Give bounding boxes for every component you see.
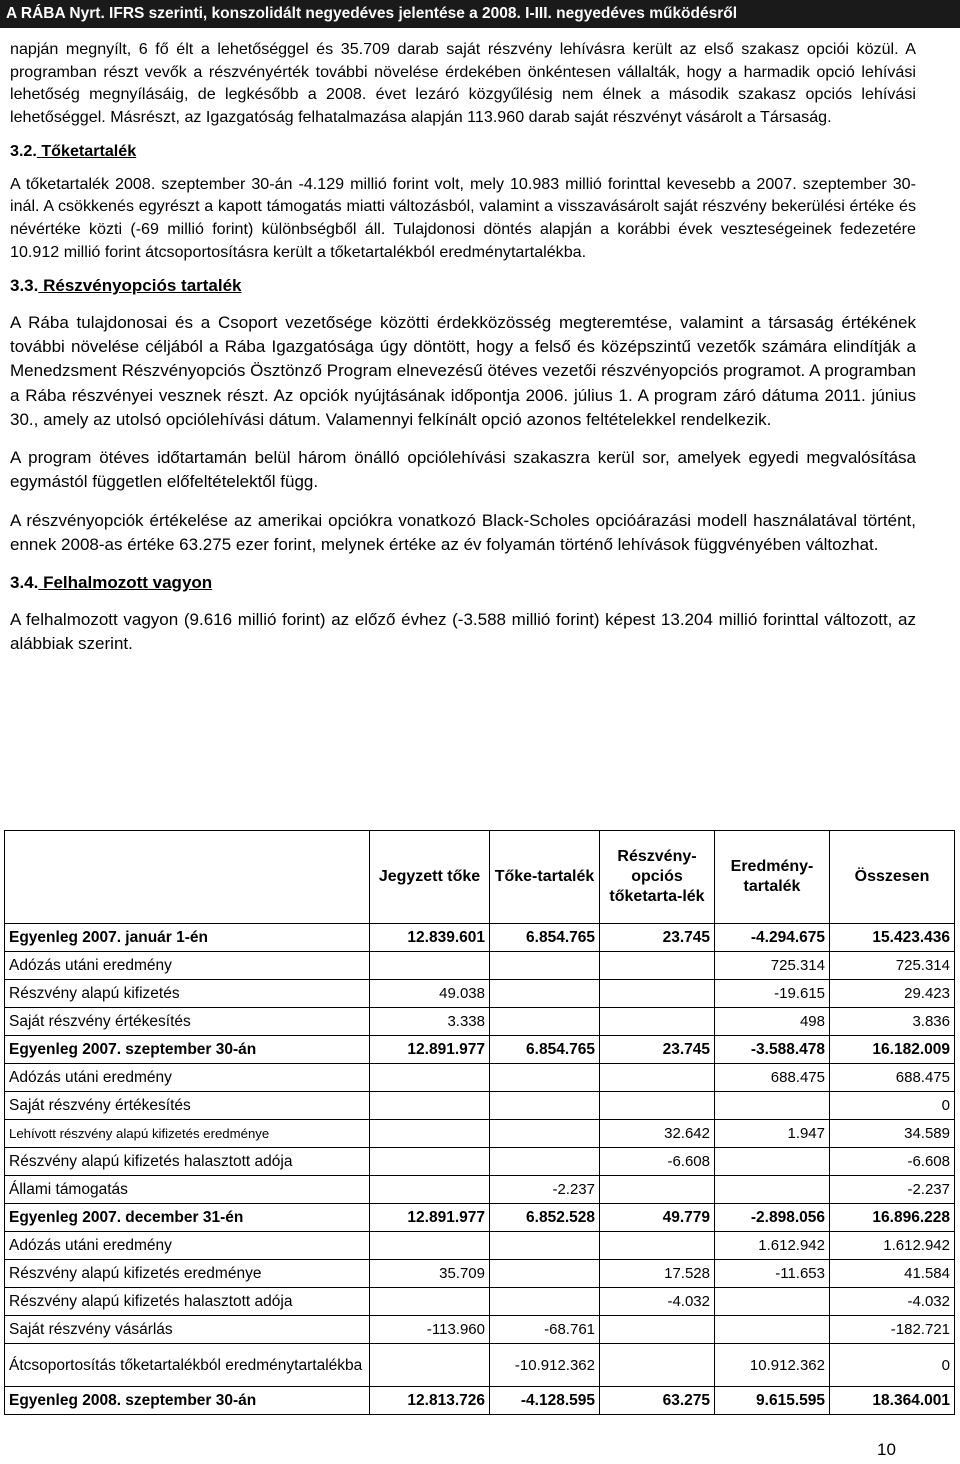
value-cell (715, 1092, 830, 1120)
section-number: 3.3. (10, 276, 39, 296)
value-cell (370, 1288, 490, 1316)
column-header: Jegyzett tőke (370, 831, 490, 924)
value-cell: -182.721 (830, 1316, 955, 1344)
section-number: 3.2. (10, 141, 37, 160)
value-cell: 12.813.726 (370, 1387, 490, 1415)
value-cell (490, 1092, 600, 1120)
value-cell (600, 1232, 715, 1260)
value-cell: 34.589 (830, 1120, 955, 1148)
value-cell (490, 1064, 600, 1092)
value-cell: 63.275 (600, 1387, 715, 1415)
value-cell: 0 (830, 1092, 955, 1120)
value-cell: -2.898.056 (715, 1204, 830, 1232)
value-cell: 3.338 (370, 1008, 490, 1036)
section-3-3-paragraph-3: A részvényopciók értékelése az amerikai opciókra vonatkozó Black-Scholes opcióárazási modell használatával történt, ennek 2008-as értéke 63.275 ezer forint, melynek értéke az év folyamán történő lehívások függvényében változhat. (10, 510, 916, 554)
value-cell: -3.588.478 (715, 1036, 830, 1064)
value-cell: -4.032 (600, 1288, 715, 1316)
value-cell: 35.709 (370, 1260, 490, 1288)
row-label: Egyenleg 2007. szeptember 30-án (5, 1036, 370, 1064)
value-cell: 10.912.362 (715, 1344, 830, 1387)
section-title: Tőketartalék (41, 141, 137, 160)
value-cell: -6.608 (830, 1148, 955, 1176)
value-cell: 498 (715, 1008, 830, 1036)
value-cell (600, 1092, 715, 1120)
value-cell (715, 1316, 830, 1344)
value-cell: 32.642 (600, 1120, 715, 1148)
value-cell: 23.745 (600, 1036, 715, 1064)
value-cell (490, 1148, 600, 1176)
section-3-4-heading (10, 571, 916, 595)
value-cell: -6.608 (600, 1148, 715, 1176)
table-row (5, 1387, 955, 1415)
value-cell: 1.612.942 (830, 1232, 955, 1260)
value-cell (490, 1008, 600, 1036)
section-title: Felhalmozott vagyon (43, 573, 213, 593)
row-label: Részvény alapú kifizetés (5, 980, 370, 1008)
value-cell: 12.839.601 (370, 924, 490, 952)
row-label: Saját részvény vásárlás (5, 1316, 370, 1344)
value-cell (490, 1288, 600, 1316)
value-cell (600, 1008, 715, 1036)
value-cell: 0 (830, 1344, 955, 1387)
value-cell (370, 1148, 490, 1176)
value-cell: -11.653 (715, 1260, 830, 1288)
table-row (5, 980, 955, 1008)
value-cell: 9.615.595 (715, 1387, 830, 1415)
value-cell: 6.854.765 (490, 1036, 600, 1064)
value-cell: 16.896.228 (830, 1204, 955, 1232)
value-cell (715, 1148, 830, 1176)
header-cell-blank (5, 831, 370, 924)
table-row (5, 1204, 955, 1232)
table-row (5, 1148, 955, 1176)
value-cell: -19.615 (715, 980, 830, 1008)
section-3-3-paragraph-1: A Rába tulajdonosai és a Csoport vezetősége közötti érdekközösség megteremtése, valamint a társaság értékének további növelése céljából a Rába Igazgatósága úgy döntött, hogy a felső és középszintű vezetők számára elindítják a Menedzsment Részvényopciós Ösztönző Program elnevezésű ötéves vezetői részvényopciós programot. A programban a Rába részvényei vesznek részt. Az opciók nyújtásának időpontja 2006. július 1. A program záró dátuma 2011. június 30., amely az utolsó opciólehívási dátum. Valamennyi felkínált opció azonos feltételekkel rendelkezik. (10, 312, 916, 429)
table-header-row (5, 831, 955, 924)
section-3-3-heading (10, 274, 916, 298)
value-cell: -2.237 (490, 1176, 600, 1204)
column-header: Tőke-tartalék (490, 831, 600, 924)
value-cell: 16.182.009 (830, 1036, 955, 1064)
value-cell (490, 980, 600, 1008)
value-cell (490, 1260, 600, 1288)
row-label: Adózás utáni eredmény (5, 1064, 370, 1092)
value-cell: 15.423.436 (830, 924, 955, 952)
document-header: A RÁBA Nyrt. IFRS szerinti, konszolidált negyedéves jelentése a 2008. I-III. negyedéves működésről (0, 0, 960, 28)
value-cell: 29.423 (830, 980, 955, 1008)
table-row (5, 1344, 955, 1387)
section-3-2-heading (10, 140, 916, 163)
value-cell: 725.314 (715, 952, 830, 980)
value-cell: 6.854.765 (490, 924, 600, 952)
column-header: Összesen (830, 831, 955, 924)
value-cell: -68.761 (490, 1316, 600, 1344)
row-label: Adózás utáni eredmény (5, 952, 370, 980)
value-cell (600, 1344, 715, 1387)
table-row (5, 924, 955, 952)
row-label: Állami támogatás (5, 1176, 370, 1204)
row-label: Részvény alapú kifizetés halasztott adója (5, 1148, 370, 1176)
equity-changes-table (4, 830, 955, 1415)
value-cell: -113.960 (370, 1316, 490, 1344)
table-row (5, 1036, 955, 1064)
section-number: 3.4. (10, 573, 39, 593)
row-label: Egyenleg 2008. szeptember 30-án (5, 1387, 370, 1415)
section-3-4-paragraph: A felhalmozott vagyon (9.616 millió forint) az előző évhez (-3.588 millió forint) képest 13.204 millió forinttal változott, az alábbiak szerint. (10, 609, 916, 653)
value-cell: 688.475 (715, 1064, 830, 1092)
value-cell (370, 952, 490, 980)
table-row (5, 1316, 955, 1344)
value-cell: 1.947 (715, 1120, 830, 1148)
row-label: Saját részvény értékesítés (5, 1008, 370, 1036)
value-cell: 17.528 (600, 1260, 715, 1288)
column-header: Részvény-opciós tőketarta-lék (600, 831, 715, 924)
table-row (5, 1008, 955, 1036)
value-cell (370, 1176, 490, 1204)
value-cell: 18.364.001 (830, 1387, 955, 1415)
value-cell (490, 1120, 600, 1148)
value-cell (490, 1232, 600, 1260)
value-cell: -4.032 (830, 1288, 955, 1316)
column-header: Eredmény-tartalék (715, 831, 830, 924)
table-row (5, 1064, 955, 1092)
value-cell (600, 952, 715, 980)
table-row (5, 952, 955, 980)
value-cell: -4.294.675 (715, 924, 830, 952)
row-label: Egyenleg 2007. december 31-én (5, 1204, 370, 1232)
value-cell (600, 980, 715, 1008)
value-cell: 23.745 (600, 924, 715, 952)
row-label: Adózás utáni eredmény (5, 1232, 370, 1260)
value-cell: -2.237 (830, 1176, 955, 1204)
row-label: Részvény alapú kifizetés halasztott adója (5, 1288, 370, 1316)
value-cell: 3.836 (830, 1008, 955, 1036)
value-cell (715, 1176, 830, 1204)
value-cell: -4.128.595 (490, 1387, 600, 1415)
table-row (5, 1120, 955, 1148)
value-cell: 12.891.977 (370, 1204, 490, 1232)
value-cell (370, 1064, 490, 1092)
value-cell: 725.314 (830, 952, 955, 980)
intro-paragraph: napján megnyílt, 6 fő élt a lehetőséggel és 35.709 darab saját részvény lehívásra került az első szakasz opciói közül. A programban részt vevők a részvényérték további növelése érdekében önkéntesen vállalták, hogy a harmadik opció lehívási lehetőség megnyílásáig, de legkésőbb a 2008. évet lezáró közgyűlésig nem élnek a második szakasz opciós lehívási lehetőséggel. Másrészt, az Igazgatóság felhatalmazása alapján 113.960 darab saját részvényt vásárolt a Társaság. (10, 40, 916, 127)
section-title: Részvényopciós tartalék (43, 276, 242, 296)
value-cell (600, 1316, 715, 1344)
value-cell: 12.891.977 (370, 1036, 490, 1064)
document-body (10, 38, 916, 670)
table-row (5, 1232, 955, 1260)
value-cell (600, 1176, 715, 1204)
value-cell (370, 1344, 490, 1387)
row-label: Részvény alapú kifizetés eredménye (5, 1260, 370, 1288)
row-label: Lehívott részvény alapú kifizetés eredménye (5, 1120, 370, 1148)
value-cell (600, 1064, 715, 1092)
value-cell (370, 1092, 490, 1120)
value-cell: 49.038 (370, 980, 490, 1008)
value-cell: -10.912.362 (490, 1344, 600, 1387)
row-label: Egyenleg 2007. január 1-én (5, 924, 370, 952)
table-row (5, 1176, 955, 1204)
value-cell (370, 1120, 490, 1148)
value-cell: 1.612.942 (715, 1232, 830, 1260)
row-label: Átcsoportosítás tőketartalékból eredménytartalékba (5, 1344, 370, 1387)
value-cell (490, 952, 600, 980)
section-3-2-paragraph: A tőketartalék 2008. szeptember 30-án -4.129 millió forint volt, mely 10.983 millió forinttal kevesebb a 2007. szeptember 30-inál. A csökkenés egyrészt a kapott támogatás miatti változásból, valamint a visszavásárolt saját részvény bekerülési értéke és névértéke közti (-69 millió forint) különbségből áll. Tulajdonosi döntés alapján a korábbi évek veszteségeinek fedezetére 10.912 millió forint átcsoportosításra került a tőketartalékból eredménytartalékba. (10, 174, 916, 261)
value-cell: 41.584 (830, 1260, 955, 1288)
value-cell: 688.475 (830, 1064, 955, 1092)
section-3-3-paragraph-2: A program ötéves időtartamán belül három önálló opciólehívási szakaszra kerül sor, amelyek egyedi megvalósítása egymástól független előfeltételektől függ. (10, 448, 916, 492)
table-row (5, 1092, 955, 1120)
value-cell (715, 1288, 830, 1316)
table-body (5, 924, 955, 1415)
value-cell: 6.852.528 (490, 1204, 600, 1232)
page-number: 10 (877, 1440, 896, 1459)
table-row (5, 1288, 955, 1316)
value-cell: 49.779 (600, 1204, 715, 1232)
value-cell (370, 1232, 490, 1260)
row-label: Saját részvény értékesítés (5, 1092, 370, 1120)
table-row (5, 1260, 955, 1288)
